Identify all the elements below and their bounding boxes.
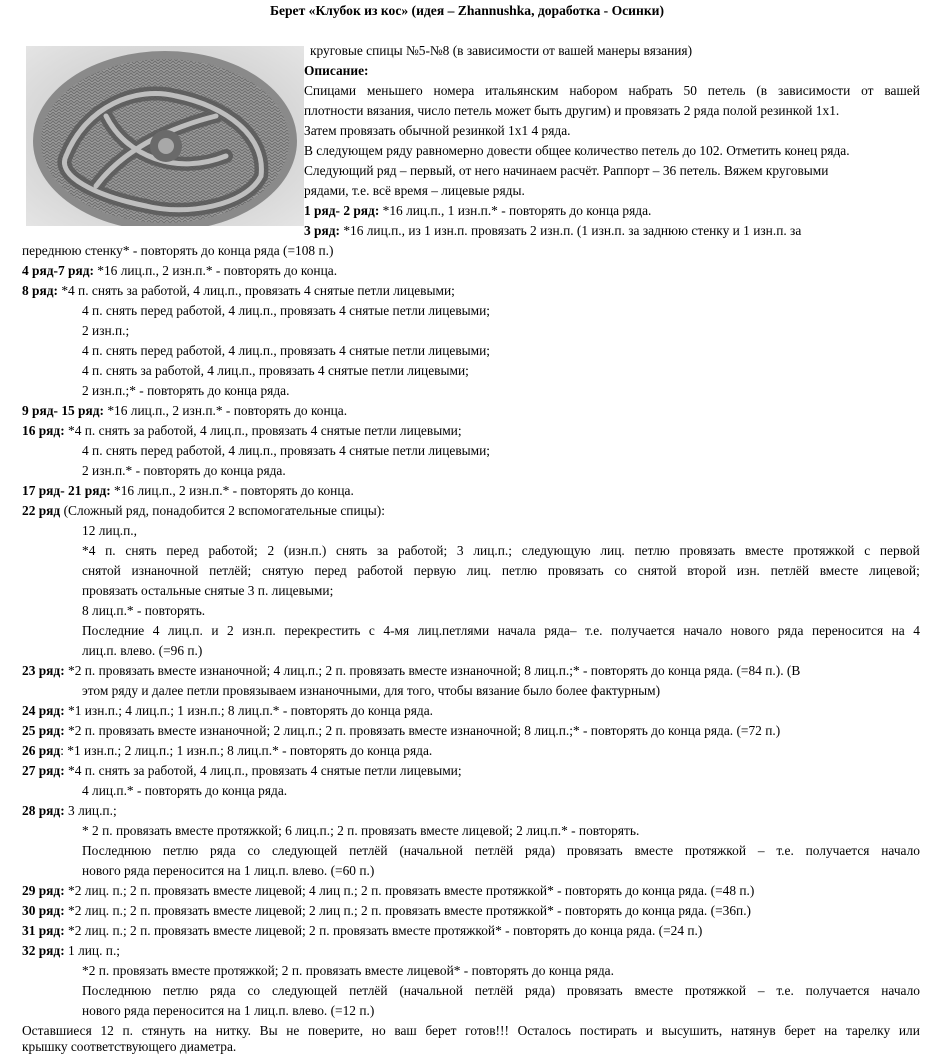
knitted-beret-image	[26, 46, 304, 226]
desc-line-3: Затем провязать обычной резинкой 1х1 4 ряда.	[304, 123, 571, 138]
row-22-step-1: 12 лиц.п.,	[82, 523, 137, 538]
row-28-step-4: нового ряда переносится на 1 лиц.п. влево. (=60 п.)	[82, 863, 375, 878]
row-22-step-6: Последние 4 лиц.п. и 2 изн.п. перекрестить с 4-мя лиц.петлями начала ряда– т.е. получается начало нового ряда переносится на 4	[82, 623, 920, 638]
row-8-step-2: 4 п. снять перед работой, 4 лиц.п., провязать 4 снятые петли лицевыми;	[82, 303, 490, 318]
row-3: 3 ряд: *16 лиц.п., из 1 изн.п. провязать 2 изн.п. (1 изн.п. за заднюю стенку и 1 изн.п. за	[304, 223, 802, 238]
desc-line-2: плотности вязания, число петель может быть другим) и провязать 2 ряда полой резинкой 1х1.	[304, 103, 840, 118]
row-3-cont: переднюю стенку* - повторять до конца ряда (=108 п.)	[22, 243, 334, 258]
desc-line-4: В следующем ряду равномерно довести общее количество петель до 102. Отметить конец ряда.	[304, 143, 850, 158]
row-9-15: 9 ряд- 15 ряд: *16 лиц.п., 2 изн.п.* - повторять до конца.	[22, 403, 348, 418]
row-32-step-2: *2 п. провязать вместе протяжкой; 2 п. провязать вместе лицевой* - повторять до конца ряда.	[82, 963, 614, 978]
row-28-step-3: Последнюю петлю ряда со следующей петлёй (начальной петлёй ряда) провязать вместе протяжкой – т.е. получается начало	[82, 843, 920, 858]
row-26: 26 ряд: *1 изн.п.; 2 лиц.п.; 1 изн.п.; 8 лиц.п.* - повторять до конца ряда.	[22, 743, 433, 758]
row-8-step-3: 2 изн.п.;	[82, 323, 130, 338]
row-28-step-2: * 2 п. провязать вместе протяжкой; 6 лиц.п.; 2 п. провязать вместе лицевой; 2 лиц.п.* - повторять.	[82, 823, 640, 838]
final-line-2: крышку соответствующего диаметра.	[22, 1039, 237, 1054]
row-27-step-2: 4 лиц.п.* - повторять до конца ряда.	[82, 783, 288, 798]
row-8-step-4: 4 п. снять перед работой, 4 лиц.п., провязать 4 снятые петли лицевыми;	[82, 343, 490, 358]
row-16-step-2: 4 п. снять перед работой, 4 лиц.п., провязать 4 снятые петли лицевыми;	[82, 443, 490, 458]
desc-line-6: рядами, т.е. всё время – лицевые ряды.	[304, 183, 525, 198]
row-22-step-7: лиц.п. влево. (=96 п.)	[82, 643, 203, 658]
row-32-step-3: Последнюю петлю ряда со следующей петлёй (начальной петлёй ряда) провязать вместе протяжкой – т.е. получается начало	[82, 983, 920, 998]
row-27: 27 ряд: *4 п. снять за работой, 4 лиц.п., провязать 4 снятые петли лицевыми;	[22, 763, 462, 778]
description-heading: Описание:	[304, 63, 369, 78]
row-17-21: 17 ряд- 21 ряд: *16 лиц.п., 2 изн.п.* - повторять до конца.	[22, 483, 354, 498]
beret-photo	[26, 46, 304, 226]
row-23: 23 ряд: *2 п. провязать вместе изнаночной; 4 лиц.п.; 2 п. провязать вместе изнаночной; 8 лиц.п.;* - повторять до конца ряда. (=84 п.). (В	[22, 663, 801, 678]
row-22-step-3: снятой изнаночной петлёй; снятую перед работой первую лиц. петлю провязать со снятой второй изн. петлёй вместе лицевой;	[82, 563, 920, 578]
row-22-step-4: провязать остальные снятые 3 п. лицевыми;	[82, 583, 334, 598]
row-16: 16 ряд: *4 п. снять за работой, 4 лиц.п., провязать 4 снятые петли лицевыми;	[22, 423, 462, 438]
row-23-note: этом ряду и далее петли провязываем изнаночными, для того, чтобы вязание было более фактурным)	[82, 683, 661, 698]
row-31: 31 ряд: *2 лиц. п.; 2 п. провязать вместе лицевой; 2 п. провязать вместе протяжкой* - повторять до конца ряда. (=24 п.)	[22, 923, 703, 938]
row-8-step-6: 2 изн.п.;* - повторять до конца ряда.	[82, 383, 290, 398]
page-title: Берет «Клубок из кос» (идея – Zhannushka, доработка - Осинки)	[269, 3, 665, 18]
row-32: 32 ряд: 1 лиц. п.;	[22, 943, 121, 958]
final-line-1: Оставшиеся 12 п. стянуть на нитку. Вы не поверите, но ваш берет готов!!! Осталось постирать и высушить, натянув берет на тарелку или	[22, 1023, 920, 1038]
row-24: 24 ряд: *1 изн.п.; 4 лиц.п.; 1 изн.п.; 8 лиц.п.* - повторять до конца ряда.	[22, 703, 433, 718]
row-1-2: 1 ряд- 2 ряд: *16 лиц.п., 1 изн.п.* - повторять до конца ряда.	[304, 203, 652, 218]
row-4-7: 4 ряд-7 ряд: *16 лиц.п., 2 изн.п.* - повторять до конца.	[22, 263, 338, 278]
row-22: 22 ряд (Сложный ряд, понадобится 2 вспомогательные спицы):	[22, 503, 385, 518]
row-25: 25 ряд: *2 п. провязать вместе изнаночной; 2 лиц.п.; 2 п. провязать вместе изнаночной; 8 лиц.п.;* - повторять до конца ряда. (=72 п.)	[22, 723, 781, 738]
row-22-step-2: *4 п. снять перед работой; 2 (изн.п.) снять за работой; 3 лиц.п.; следующую лиц. петлю провязать вместе протяжкой с первой	[82, 543, 920, 558]
row-8-step-5: 4 п. снять за работой, 4 лиц.п., провязать 4 снятые петли лицевыми;	[82, 363, 469, 378]
desc-line-1: Спицами меньшего номера итальянским набором набрать 50 петель (в зависимости от вашей	[304, 83, 920, 98]
row-30: 30 ряд: *2 лиц. п.; 2 п. провязать вместе лицевой; 2 лиц п.; 2 п. провязать вместе протяжкой* - повторять до конца ряда. (=36п.)	[22, 903, 751, 918]
row-16-step-3: 2 изн.п.* - повторять до конца ряда.	[82, 463, 286, 478]
row-22-step-5: 8 лиц.п.* - повторять.	[82, 603, 206, 618]
row-29: 29 ряд: *2 лиц. п.; 2 п. провязать вместе лицевой; 4 лиц п.; 2 п. провязать вместе протяжкой* - повторять до конца ряда. (=48 п.)	[22, 883, 755, 898]
row-32-step-4: нового ряда переносится на 1 лиц.п. влево. (=12 п.)	[82, 1003, 375, 1018]
needles-line: круговые спицы №5-№8 (в зависимости от вашей манеры вязания)	[310, 43, 693, 58]
row-28: 28 ряд: 3 лиц.п.;	[22, 803, 117, 818]
desc-line-5: Следующий ряд – первый, от него начинаем расчёт. Раппорт – 36 петель. Вяжем круговыми	[304, 163, 829, 178]
row-8: 8 ряд: *4 п. снять за работой, 4 лиц.п., провязать 4 снятые петли лицевыми;	[22, 283, 455, 298]
